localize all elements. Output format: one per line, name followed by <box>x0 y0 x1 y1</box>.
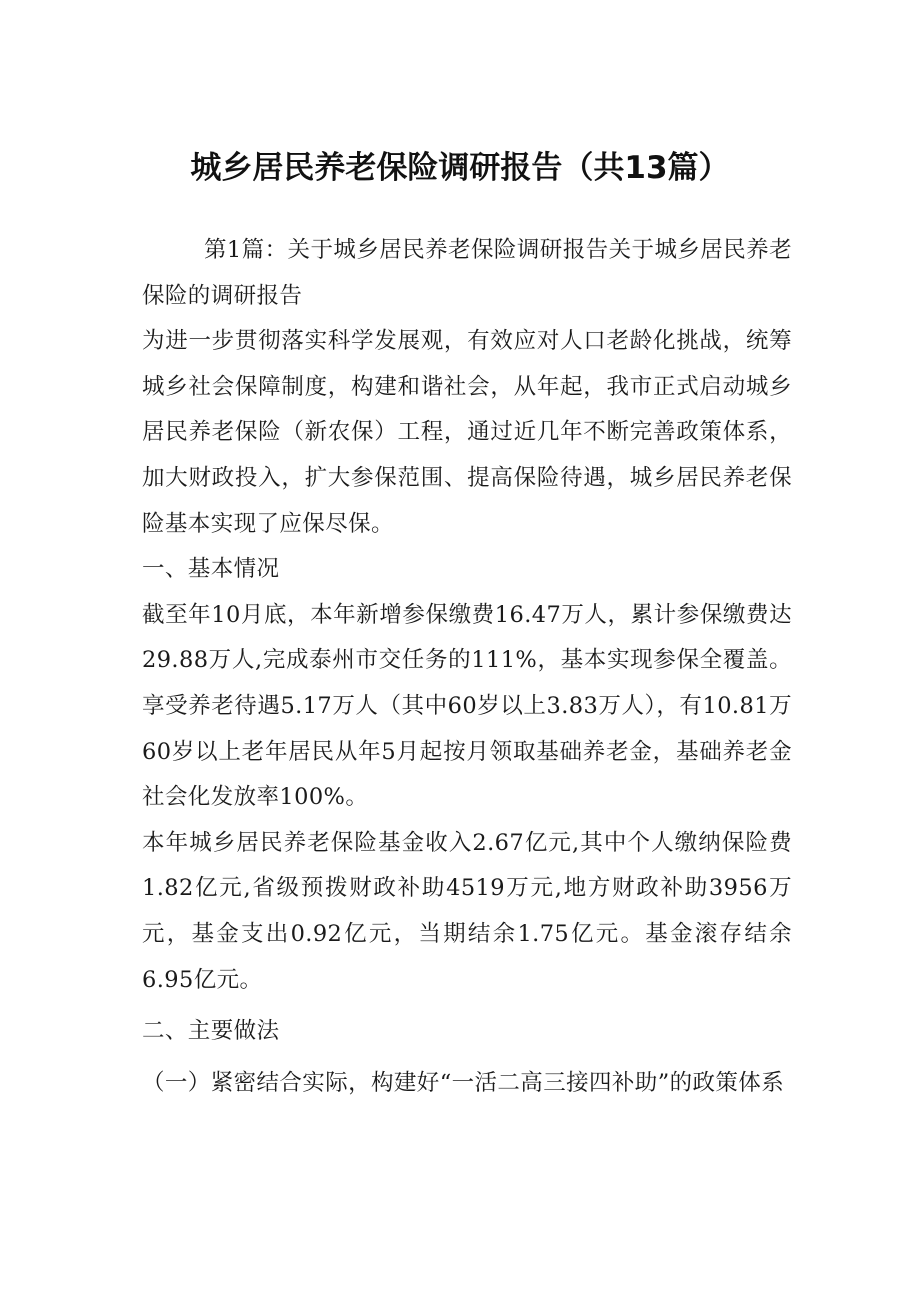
paragraph-fund-stats: 本年城乡居民养老保险基金收入2.67亿元,其中个人缴纳保险费1.82亿元,省级预拨财政补助4519万元,地方财政补助3956万元，基金支出0.92亿元，当期结余1.75亿元。基金滚存结余6.95亿元。 <box>142 829 792 993</box>
section-heading-basic-situation: 一、基本情况 <box>142 556 280 583</box>
subsection-heading-policy-system: （一）紧密结合实际，构建好“一活二高三接四补助”的政策体系 <box>142 1069 785 1096</box>
section-heading-main-practices: 二、主要做法 <box>142 1018 280 1045</box>
paragraph-intro: 为进一步贯彻落实科学发展观，有效应对人口老龄化挑战，统筹城乡社会保障制度，构建和谐社会，从年起，我市正式启动城乡居民养老保险（新农保）工程，通过近几年不断完善政策体系，加大财政投入，扩大参保范围、提高保险待遇，城乡居民养老保险基本实现了应保尽保。 <box>142 328 792 537</box>
paragraph-heading-article-1: 第1篇：关于城乡居民养老保险调研报告关于城乡居民养老保险的调研报告 <box>142 237 792 309</box>
document-title: 城乡居民养老保险调研报告（共13篇） <box>190 150 730 186</box>
document-body <box>142 228 792 1106</box>
paragraph-enrollment-stats: 截至年10月底，本年新增参保缴费16.47万人，累计参保缴费达29.88万人,完成泰州市交任务的111%，基本实现参保全覆盖。享受养老待遇5.17万人（其中60岁以上3.83万人），有10.81万60岁以上老年居民从年5月起按月领取基础养老金，基础养老金社会化发放率100%。 <box>142 601 792 811</box>
